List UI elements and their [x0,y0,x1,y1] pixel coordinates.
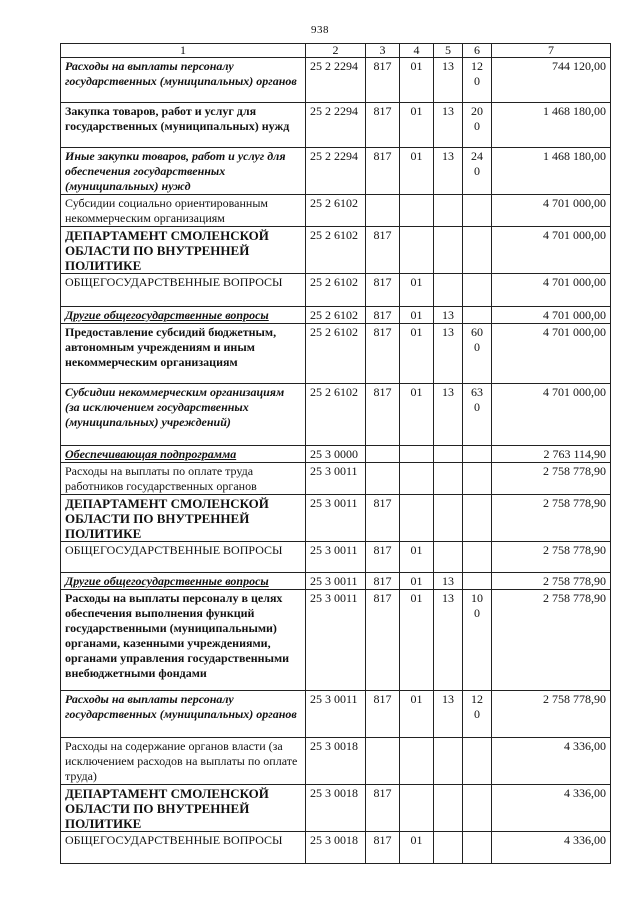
subsection-code: 13 [434,58,463,103]
amount: 2 758 778,90 [492,691,611,738]
row-name: Расходы на выплаты персоналу государственных (муниципальных) органов [61,58,306,103]
section-code: 01 [400,691,434,738]
column-header: 7 [492,44,611,58]
admin-code: 817 [366,495,400,542]
subsection-code [434,785,463,832]
expense-type: 12 0 [463,691,492,738]
subsection-code [434,227,463,274]
expense-type [463,738,492,785]
expense-type [463,446,492,463]
table-row [61,785,611,832]
target-code: 25 2 2294 [306,58,366,103]
table-row [61,463,611,495]
amount: 4 701 000,00 [492,384,611,446]
budget-table [60,43,611,864]
target-code: 25 3 0011 [306,463,366,495]
amount: 2 758 778,90 [492,463,611,495]
target-code: 25 2 6102 [306,195,366,227]
section-code: 01 [400,103,434,148]
row-name: Субсидии социально ориентированным некоммерческим организациям [61,195,306,227]
section-code: 01 [400,307,434,324]
row-name: Расходы на выплаты персоналу государственных (муниципальных) органов [61,691,306,738]
target-code: 25 3 0000 [306,446,366,463]
section-code: 01 [400,573,434,590]
section-code: 01 [400,324,434,384]
admin-code: 817 [366,324,400,384]
admin-code: 817 [366,274,400,307]
table-row [61,227,611,274]
column-header: 3 [366,44,400,58]
table-row [61,542,611,573]
target-code: 25 3 0011 [306,542,366,573]
row-name: Закупка товаров, работ и услуг для государственных (муниципальных) нужд [61,103,306,148]
row-name: Другие общегосударственные вопросы [61,307,306,324]
subsection-code: 13 [434,324,463,384]
row-name: ОБЩЕГОСУДАРСТВЕННЫЕ ВОПРОСЫ [61,832,306,864]
subsection-code: 13 [434,691,463,738]
amount: 2 758 778,90 [492,542,611,573]
subsection-code [434,495,463,542]
section-code [400,785,434,832]
table-row [61,274,611,307]
admin-code: 817 [366,58,400,103]
target-code: 25 3 0018 [306,785,366,832]
section-code [400,463,434,495]
admin-code: 817 [366,573,400,590]
amount: 2 758 778,90 [492,590,611,691]
table-row [61,446,611,463]
column-header: 1 [61,44,306,58]
section-code [400,195,434,227]
expense-type [463,495,492,542]
target-code: 25 3 0011 [306,590,366,691]
expense-type: 20 0 [463,103,492,148]
amount: 4 336,00 [492,738,611,785]
table-header-row [61,44,611,58]
table-row [61,832,611,864]
amount: 4 336,00 [492,785,611,832]
target-code: 25 2 6102 [306,384,366,446]
admin-code: 817 [366,103,400,148]
amount: 4 701 000,00 [492,307,611,324]
row-name: Другие общегосударственные вопросы [61,573,306,590]
subsection-code [434,738,463,785]
table-row [61,307,611,324]
subsection-code: 13 [434,103,463,148]
amount: 4 701 000,00 [492,324,611,384]
row-name: ОБЩЕГОСУДАРСТВЕННЫЕ ВОПРОСЫ [61,542,306,573]
table-row [61,384,611,446]
admin-code [366,195,400,227]
row-name: Предоставление субсидий бюджетным, автономным учреждениям и иным некоммерческим организациям [61,324,306,384]
subsection-code [434,542,463,573]
row-name: ДЕПАРТАМЕНТ СМОЛЕНСКОЙ ОБЛАСТИ ПО ВНУТРЕННЕЙ ПОЛИТИКЕ [61,495,306,542]
table-row [61,195,611,227]
row-name: Расходы на выплаты по оплате труда работников государственных органов [61,463,306,495]
row-name: Иные закупки товаров, работ и услуг для обеспечения государственных (муниципальных) нужд [61,148,306,195]
column-header: 6 [463,44,492,58]
expense-type: 12 0 [463,58,492,103]
admin-code: 817 [366,307,400,324]
section-code: 01 [400,58,434,103]
expense-type: 60 0 [463,324,492,384]
amount: 744 120,00 [492,58,611,103]
row-name: Обеспечивающая подпрограмма [61,446,306,463]
row-name: Субсидии некоммерческим организациям (за исключением государственных (муниципальных) учреждений) [61,384,306,446]
table-row [61,738,611,785]
expense-type [463,542,492,573]
expense-type: 10 0 [463,590,492,691]
section-code: 01 [400,384,434,446]
admin-code [366,446,400,463]
admin-code: 817 [366,691,400,738]
admin-code: 817 [366,832,400,864]
admin-code: 817 [366,542,400,573]
subsection-code: 13 [434,307,463,324]
expense-type [463,274,492,307]
admin-code [366,463,400,495]
section-code: 01 [400,274,434,307]
subsection-code: 13 [434,590,463,691]
expense-type [463,573,492,590]
amount: 1 468 180,00 [492,103,611,148]
target-code: 25 2 6102 [306,307,366,324]
section-code [400,495,434,542]
target-code: 25 3 0018 [306,832,366,864]
admin-code: 817 [366,785,400,832]
amount: 4 336,00 [492,832,611,864]
target-code: 25 2 6102 [306,227,366,274]
subsection-code: 13 [434,148,463,195]
table-row [61,573,611,590]
table-row [61,324,611,384]
admin-code: 817 [366,148,400,195]
subsection-code: 13 [434,384,463,446]
expense-type: 63 0 [463,384,492,446]
target-code: 25 3 0011 [306,495,366,542]
target-code: 25 2 6102 [306,324,366,384]
section-code: 01 [400,148,434,195]
amount: 4 701 000,00 [492,195,611,227]
subsection-code [434,446,463,463]
column-header: 4 [400,44,434,58]
subsection-code [434,463,463,495]
table-row [61,495,611,542]
expense-type [463,195,492,227]
subsection-code: 13 [434,573,463,590]
target-code: 25 2 2294 [306,103,366,148]
table-row [61,148,611,195]
section-code: 01 [400,542,434,573]
table-row [61,691,611,738]
row-name: ДЕПАРТАМЕНТ СМОЛЕНСКОЙ ОБЛАСТИ ПО ВНУТРЕННЕЙ ПОЛИТИКЕ [61,785,306,832]
expense-type [463,785,492,832]
expense-type: 24 0 [463,148,492,195]
expense-type [463,307,492,324]
page-number: 938 [311,24,329,36]
subsection-code [434,832,463,864]
section-code: 01 [400,832,434,864]
expense-type [463,832,492,864]
admin-code: 817 [366,590,400,691]
target-code: 25 3 0011 [306,691,366,738]
row-name: Расходы на содержание органов власти (за исключением расходов на выплаты по оплате труда) [61,738,306,785]
amount: 2 763 114,90 [492,446,611,463]
subsection-code [434,195,463,227]
amount: 4 701 000,00 [492,227,611,274]
expense-type [463,227,492,274]
table-row [61,58,611,103]
section-code [400,227,434,274]
column-header: 5 [434,44,463,58]
target-code: 25 3 0018 [306,738,366,785]
admin-code: 817 [366,384,400,446]
amount: 2 758 778,90 [492,495,611,542]
amount: 2 758 778,90 [492,573,611,590]
target-code: 25 3 0011 [306,573,366,590]
target-code: 25 2 2294 [306,148,366,195]
expense-type [463,463,492,495]
section-code [400,738,434,785]
target-code: 25 2 6102 [306,274,366,307]
row-name: ОБЩЕГОСУДАРСТВЕННЫЕ ВОПРОСЫ [61,274,306,307]
section-code [400,446,434,463]
table-row [61,590,611,691]
amount: 4 701 000,00 [492,274,611,307]
amount: 1 468 180,00 [492,148,611,195]
admin-code [366,738,400,785]
row-name: ДЕПАРТАМЕНТ СМОЛЕНСКОЙ ОБЛАСТИ ПО ВНУТРЕННЕЙ ПОЛИТИКЕ [61,227,306,274]
column-header: 2 [306,44,366,58]
section-code: 01 [400,590,434,691]
subsection-code [434,274,463,307]
row-name: Расходы на выплаты персоналу в целях обеспечения выполнения функций государственными (муниципальными) органами, казенными учреждениями, органами управления государственными внебюджетными фондами [61,590,306,691]
admin-code: 817 [366,227,400,274]
table-row [61,103,611,148]
